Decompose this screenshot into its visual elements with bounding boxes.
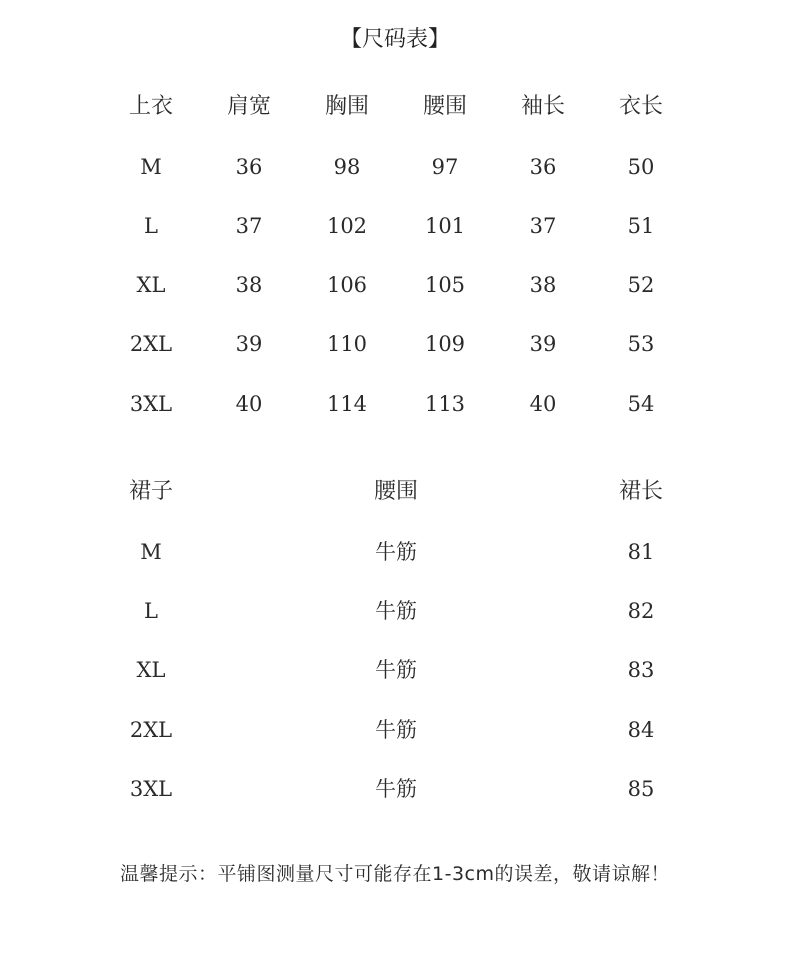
length-cell: 82 (627, 599, 655, 623)
table-row (0, 594, 790, 628)
size-cell: XL (136, 658, 166, 682)
sleeve-cell: 39 (529, 332, 557, 356)
length-cell: 84 (627, 718, 655, 742)
waist-cell: 97 (431, 155, 459, 179)
size-cell: L (144, 214, 158, 238)
length-cell: 52 (627, 273, 655, 297)
table-row (0, 268, 790, 302)
table-row (0, 772, 790, 806)
waist-cell: 105 (424, 273, 466, 297)
size-cell: 2XL (129, 718, 173, 742)
length-cell: 51 (627, 214, 655, 238)
sleeve-cell: 36 (529, 155, 557, 179)
header-shoulder: 肩宽 (226, 94, 271, 119)
size-cell: XL (136, 273, 166, 297)
page-title: 【尺码表】 (339, 27, 450, 52)
shoulder-cell: 37 (235, 214, 263, 238)
header-top: 上衣 (128, 94, 173, 119)
shoulder-cell: 38 (235, 273, 263, 297)
size-cell: 3XL (129, 392, 173, 416)
size-cell: 3XL (129, 777, 173, 801)
table-row (0, 713, 790, 747)
length-cell: 54 (627, 392, 655, 416)
top-table-header (0, 90, 790, 124)
waist-cell: 牛筋 (375, 777, 417, 801)
table-row (0, 327, 790, 361)
shoulder-cell: 39 (235, 332, 263, 356)
header-length: 衣长 (618, 94, 663, 119)
waist-cell: 牛筋 (375, 599, 417, 623)
table-row (0, 653, 790, 687)
size-cell: M (140, 540, 162, 564)
sleeve-cell: 37 (529, 214, 557, 238)
shoulder-cell: 36 (235, 155, 263, 179)
chest-cell: 106 (326, 273, 368, 297)
header-skirt-length: 裙长 (618, 479, 663, 504)
size-cell: 2XL (129, 332, 173, 356)
header-sleeve: 袖长 (520, 94, 565, 119)
waist-cell: 牛筋 (375, 540, 417, 564)
measurement-note: 温馨提示：平铺图测量尺寸可能存在1-3cm的误差，敬请谅解！ (120, 863, 670, 885)
chest-cell: 98 (333, 155, 361, 179)
chest-cell: 114 (326, 392, 368, 416)
table-row (0, 535, 790, 569)
shoulder-cell: 40 (235, 392, 263, 416)
header-chest: 胸围 (324, 94, 369, 119)
length-cell: 50 (627, 155, 655, 179)
waist-cell: 113 (424, 392, 466, 416)
chest-cell: 110 (326, 332, 368, 356)
sleeve-cell: 38 (529, 273, 557, 297)
size-cell: M (140, 155, 162, 179)
waist-cell: 牛筋 (375, 658, 417, 682)
header-skirt: 裙子 (128, 479, 173, 504)
length-cell: 83 (627, 658, 655, 682)
skirt-table-header (0, 475, 790, 509)
waist-cell: 109 (424, 332, 466, 356)
header-skirt-waist: 腰围 (373, 479, 418, 504)
waist-cell: 牛筋 (375, 718, 417, 742)
length-cell: 53 (627, 332, 655, 356)
waist-cell: 101 (424, 214, 466, 238)
size-cell: L (144, 599, 158, 623)
table-row (0, 150, 790, 184)
length-cell: 85 (627, 777, 655, 801)
table-row (0, 387, 790, 421)
length-cell: 81 (627, 540, 655, 564)
sleeve-cell: 40 (529, 392, 557, 416)
chest-cell: 102 (326, 214, 368, 238)
table-row (0, 209, 790, 243)
header-waist: 腰围 (422, 94, 467, 119)
